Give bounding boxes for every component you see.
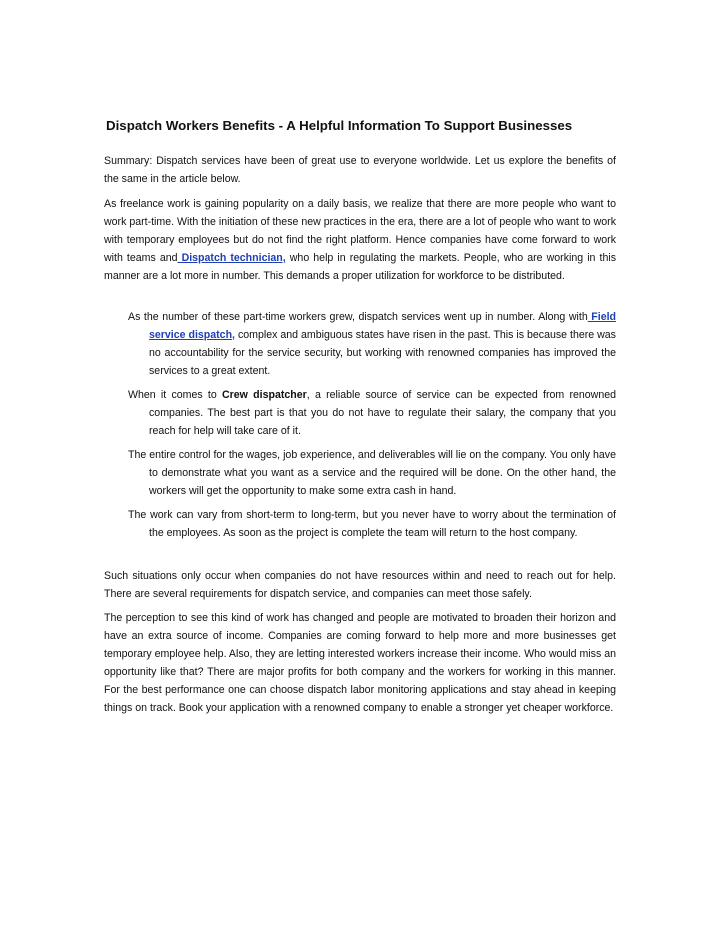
freelance-paragraph — [104, 195, 616, 285]
summary-paragraph: Summary: Dispatch services have been of great use to everyone worldwide. Let us explore the benefits of the same in the article below. — [104, 155, 616, 185]
bullet-entire-control: The entire control for the wages, job experience, and deliverables will lie on the company. You only have to demonstrate what you want as a service and the required will be done. On the other hand, the workers will get the opportunity to make some extra cash in hand. — [128, 449, 616, 497]
crew-dispatcher-bold: Crew dispatcher — [222, 389, 307, 401]
freelance-text-before: As freelance work is gaining popularity on a daily basis, we realize that there are more people who want to work part-time. With the initiation of these new practices in the era, there are a lot of people who want to work with temporary employees but do not find the right platform. Hence companies have come forward to work with teams and — [104, 198, 616, 264]
perception-paragraph: The perception to see this kind of work has changed and people are motivated to broaden their horizon and have an extra source of income. Companies are coming forward to help more and more businesses get temporary employee help. Also, they are letting interested workers increase their income. Who would miss an opportunity like that? There are major profits for both company and the workers for working in this manner. For the best performance one can choose dispatch labor monitoring applications and stay ahead in keeping things on track. Book your application with a renowned company to enable a stronger yet cheaper workforce. — [104, 612, 616, 714]
situations-paragraph: Such situations only occur when companies do not have resources within and need to reach out for help. There are several requirements for dispatch service, and companies can meet those safely. — [104, 570, 616, 600]
dispatch-technician-link[interactable]: Dispatch technician, — [177, 252, 286, 264]
freelance-text-after: who help in regulating the markets. People, who are working in this manner are a lot more in number. This demands a proper utilization for workforce to be distributed. — [104, 252, 617, 282]
bullet-2-text-after: , a reliable source of service can be expected from renowned companies. The best part is that you do not have to regulate their salary, the company that you reach for help will take care of it. — [149, 389, 616, 437]
bullet-2-text-before: When it comes to — [128, 389, 223, 401]
bullet-1-text-after: complex and ambiguous states have risen in the past. This is because there was no accountability for the service security, but working with renowned companies has improved the services to a great extent. — [149, 329, 616, 377]
bullet-crew-dispatcher — [128, 386, 616, 440]
bullet-part-time-workers — [128, 308, 616, 380]
document-title: Dispatch Workers Benefits - A Helpful Information To Support Businesses — [106, 118, 573, 133]
field-service-dispatch-link[interactable]: Field service dispatch, — [149, 311, 616, 341]
bullet-1-text-before: As the number of these part-time workers grew, dispatch services went up in number. Along with — [128, 311, 588, 323]
bullet-work-can-vary: The work can vary from short-term to long-term, but you never have to worry about the termination of the employees. As soon as the project is complete the team will return to the host company. — [128, 509, 616, 539]
